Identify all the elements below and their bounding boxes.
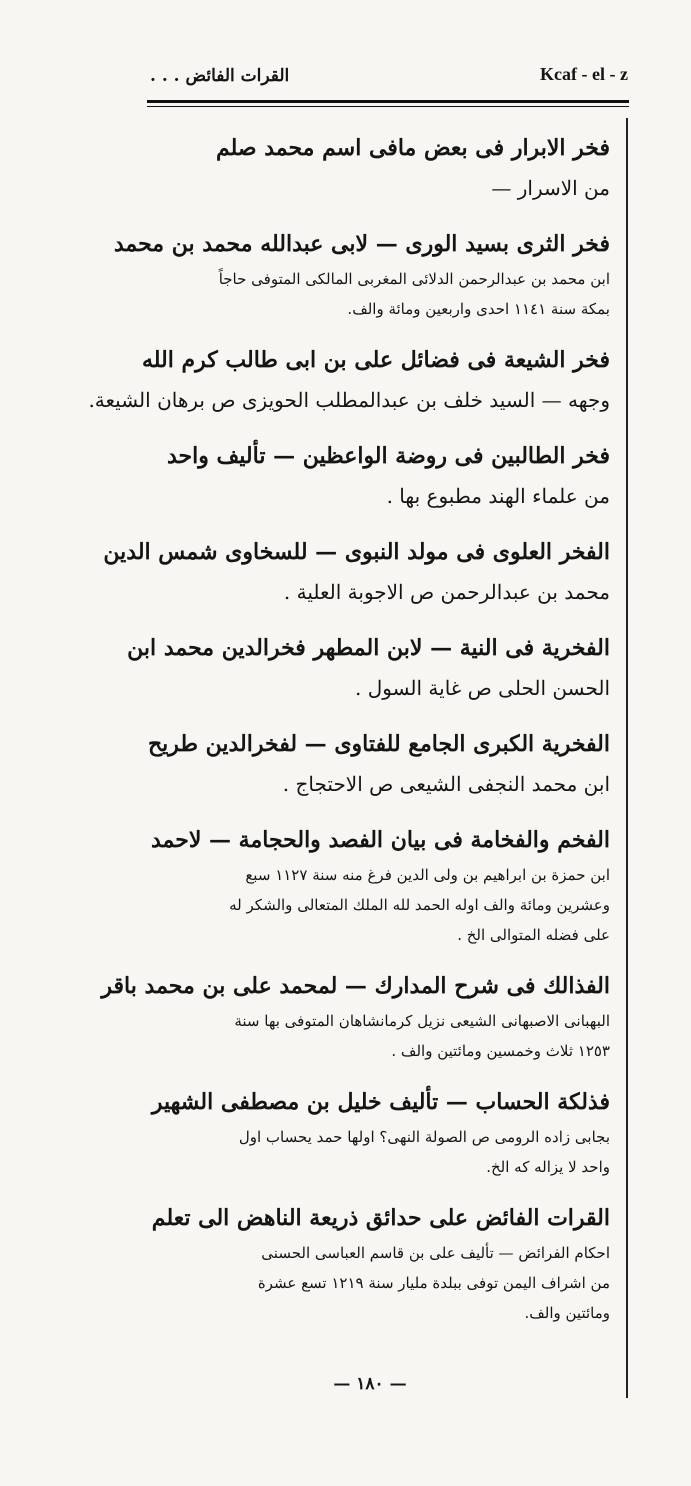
header-rule-thick xyxy=(147,100,629,103)
bibliography-entry xyxy=(150,1082,610,1182)
bibliography-entry xyxy=(150,436,610,516)
margin-line xyxy=(626,118,628,1398)
entry-heading-line: الفخرية الكبرى الجامع للفتاوى — لفخرالدين طريح xyxy=(147,731,610,757)
entry-text-line: ابن محمد بن عبدالرحمن الدلائى المغربى المالكى المتوفى حاجاً xyxy=(218,270,610,288)
entries-column xyxy=(88,128,610,1344)
entry-text-line: من اشراف اليمن توفى ببلدة مليار سنة ١٢١٩ تسع عشرة xyxy=(257,1274,610,1292)
entry-heading-line: فخر الابرار فى بعض مافى اسم محمد صلم xyxy=(215,135,610,161)
entry-text-line: من الاسرار — xyxy=(491,176,610,200)
entry-text-line: بمكة سنة ١١٤١ احدى واربعين ومائة والف. xyxy=(347,300,610,318)
entry-text-line: ومائتين والف. xyxy=(524,1304,610,1322)
bibliography-entry xyxy=(150,1198,610,1328)
entry-heading-line: فخر الشيعة فى فضائل على بن ابى طالب كرم الله xyxy=(141,347,610,373)
entry-text-line: احكام الفرائض — تأليف على بن قاسم العباسى الحسنى xyxy=(261,1244,610,1262)
entry-heading-line: فذلكة الحساب — تأليف خليل بن مصطفى الشهير xyxy=(151,1089,610,1115)
entry-text-line: الحسن الحلى ص غاية السول . xyxy=(355,676,610,700)
entry-heading-line: القرات الفائض على حدائق ذريعة الناهض الى تعلم xyxy=(151,1205,610,1231)
entry-heading-line: فخر الطالبين فى روضة الواعظين — تأليف واحد xyxy=(166,443,610,469)
running-head-latin: Kcaf - el - z xyxy=(540,64,628,84)
entry-text-line: ابن حمزة بن ابراهيم بن ولى الدين فرغ منه سنة ١١٢٧ سبع xyxy=(245,866,610,884)
entry-text-line: وجهه — السيد خلف بن عبدالمطلب الحويزى ص برهان الشيعة. xyxy=(88,388,610,412)
bibliography-entry xyxy=(147,724,610,804)
bibliography-entry xyxy=(88,340,610,420)
entry-text-line: البهبانى الاصبهانى الشيعى نزيل كرمانشاهان المتوفى بها سنة xyxy=(234,1012,610,1030)
bibliography-entry xyxy=(150,128,610,208)
entry-heading-line: الفخم والفخامة فى بيان الفصد والحجامة — لاحمد xyxy=(150,827,610,853)
entry-text-line: ابن محمد النجفى الشيعى ص الاحتجاج . xyxy=(282,772,610,796)
entry-text-line: على فضله المتوالى الخ . xyxy=(457,926,610,944)
bibliography-entry xyxy=(113,224,610,324)
entry-heading-line: الفذالك فى شرح المدارك — لمحمد على بن محمد باقر xyxy=(101,973,610,999)
entry-text-line: وعشرين ومائة والف اوله الحمد لله الملك المتعالى والشكر له xyxy=(229,896,610,914)
bibliography-entry xyxy=(101,966,610,1066)
bibliography-entry xyxy=(150,820,610,950)
entry-heading-line: الفخرية فى النية — لابن المطهر فخرالدين محمد ابن xyxy=(127,635,610,661)
running-head-title: القرات الفائض . . . xyxy=(150,66,290,86)
entry-text-line: محمد بن عبدالرحمن ص الاجوبة العلية . xyxy=(283,580,610,604)
entry-text-line: واحد لا يزاله كه الخ. xyxy=(486,1158,610,1176)
entry-heading-line: الفخر العلوى فى مولد النبوى — للسخاوى شمس الدين xyxy=(103,539,610,565)
entry-text-line: بجابى زاده الرومى ص الصولة النهى؟ اولها حمد يحساب اول xyxy=(238,1128,610,1146)
page-number: — ١٨٠ — xyxy=(333,1374,407,1394)
bibliography-entry xyxy=(103,532,610,612)
header-rule-thin xyxy=(147,106,629,107)
entry-text-line: من علماء الهند مطبوع بها . xyxy=(386,484,610,508)
bibliography-entry xyxy=(127,628,610,708)
entry-heading-line: فخر الثرى بسيد الورى — لابى عبدالله محمد بن محمد xyxy=(113,231,610,257)
entry-text-line: ١٢٥٣ ثلاث وخمسين ومائتين والف . xyxy=(391,1042,610,1060)
